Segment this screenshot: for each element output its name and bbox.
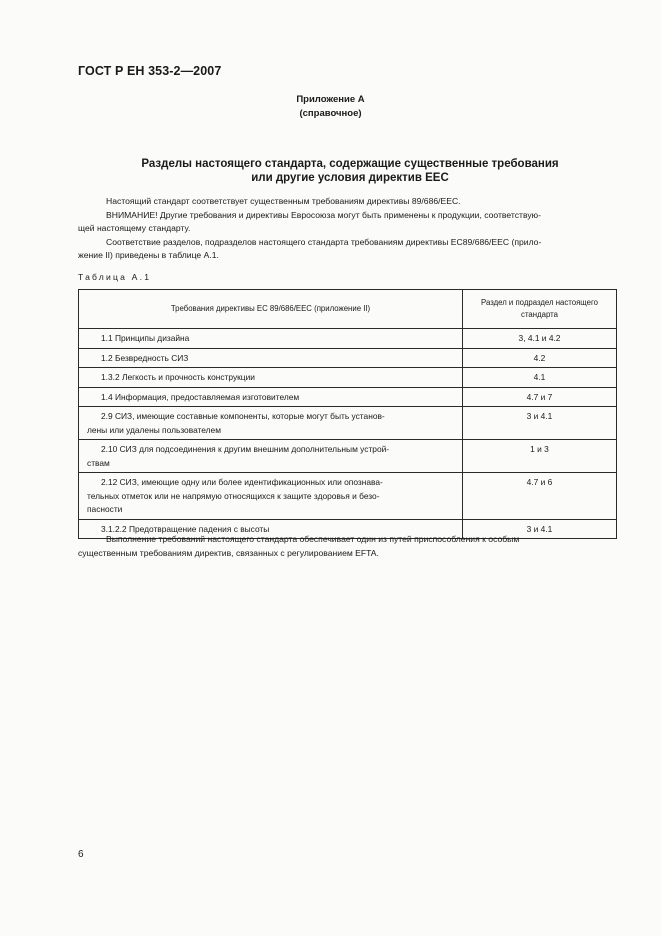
closing-line1: Выполнение требований настоящего стандарта обеспечивает один из путей приспособления к особым <box>106 534 520 544</box>
table-label: Таблица А.1 <box>78 272 152 282</box>
requirement-cell <box>79 440 463 473</box>
requirement-cell <box>79 368 463 388</box>
annex-status: (справочное) <box>299 108 362 119</box>
intro-paragraph-1: Настоящий стандарт соответствует существенным требованиям директивы 89/686/ЕЕС. <box>106 196 461 206</box>
section-cell: 3 и 4.1 <box>463 407 617 440</box>
section-cell: 4.7 и 7 <box>463 387 617 407</box>
requirement-text-line: 3.1.2.2 Предотвращение падения с высоты <box>101 523 270 534</box>
table-row <box>79 329 617 349</box>
section-cell: 3 и 4.1 <box>463 519 617 539</box>
requirement-text-line: 1.4 Информация, предоставляемая изготовителем <box>101 391 300 402</box>
requirement-cell <box>79 473 463 520</box>
intro-paragraph-3-line2: жение II) приведены в таблице А.1. <box>78 250 219 260</box>
section-title-line2: или другие условия директив ЕЕС <box>251 172 449 184</box>
table-row <box>79 473 617 520</box>
section-cell: 4.2 <box>463 348 617 368</box>
section-cell: 4.1 <box>463 368 617 388</box>
closing-line2: существенным требованиям директив, связанных с регулированием EFTA. <box>78 548 379 558</box>
requirement-text-line: 2.9 СИЗ, имеющие составные компоненты, которые могут быть установ- <box>101 411 385 421</box>
intro-paragraph-2-line1: ВНИМАНИЕ! Другие требования и директивы Евросоюза могут быть применены к продукции, соответствую- <box>106 209 541 220</box>
annex-title: Приложение А <box>296 94 365 105</box>
requirement-text-line: тельных отметок или не напрямую относящихся к защите здоровья и безо- <box>87 490 380 501</box>
requirements-table <box>78 289 617 539</box>
intro-text <box>78 195 615 263</box>
requirement-text-line: ствам <box>87 457 110 468</box>
header-section <box>463 290 617 329</box>
table-row <box>79 440 617 473</box>
intro-paragraph-2-line2: щей настоящему стандарту. <box>78 223 191 233</box>
requirement-text-line: пасности <box>87 504 123 514</box>
requirement-text-line: 2.10 СИЗ для подсоединения к другим внешним дополнительным устрой- <box>101 444 390 454</box>
table-row <box>79 368 617 388</box>
header-section-line2: стандарта <box>521 310 558 319</box>
requirement-text-line: лены или удалены пользователем <box>87 424 221 435</box>
table-row <box>79 348 617 368</box>
section-cell: 4.7 и 6 <box>463 473 617 520</box>
page-number: 6 <box>78 849 84 860</box>
section-title-line1: Разделы настоящего стандарта, содержащие существенные требования <box>141 158 559 170</box>
requirement-cell <box>79 348 463 368</box>
requirement-cell <box>79 407 463 440</box>
requirement-text-line: 1.3.2 Легкость и прочность конструкции <box>101 372 255 382</box>
requirement-cell <box>79 329 463 349</box>
requirement-text-line: 1.1 Принципы дизайна <box>101 333 190 343</box>
closing-text <box>78 532 615 560</box>
table-row <box>79 407 617 440</box>
section-cell: 3, 4.1 и 4.2 <box>463 329 617 349</box>
intro-paragraph-3-line1: Соответствие разделов, подразделов настоящего стандарта требованиям директивы ЕС89/686/ЕЕС (прило- <box>106 236 542 247</box>
document-code-header: ГОСТ Р ЕН 353-2—2007 <box>78 64 222 78</box>
header-section-line1: Раздел и подраздел настоящего <box>481 298 598 307</box>
requirement-text-line: 1.2 Безвредность СИЗ <box>101 352 189 363</box>
section-cell: 1 и 3 <box>463 440 617 473</box>
requirement-text-line: 2.12 СИЗ, имеющие одну или более идентификационных или опознава- <box>101 477 383 487</box>
header-requirements: Требования директивы ЕС 89/686/ЕЕС (приложение II) <box>79 290 463 329</box>
table-row <box>79 387 617 407</box>
table-header-row <box>79 290 617 329</box>
requirement-cell <box>79 387 463 407</box>
